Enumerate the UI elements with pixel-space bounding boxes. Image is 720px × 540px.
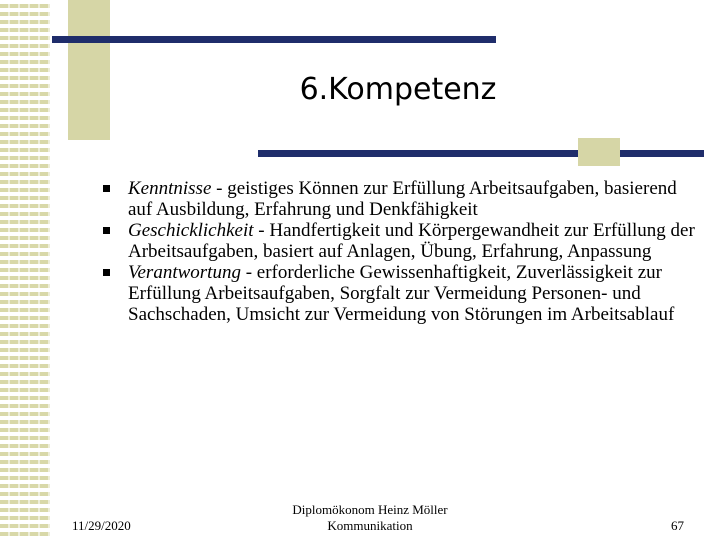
bullet-list <box>110 178 700 325</box>
footer-author-block <box>250 502 490 534</box>
footer-author: Diplomökonom Heinz Möller <box>292 502 448 517</box>
title-rule-top <box>52 36 496 43</box>
list-item <box>110 262 700 325</box>
footer-subject: Kommunikation <box>327 518 413 533</box>
decorative-stripe-strip <box>0 0 50 540</box>
list-item <box>110 178 700 220</box>
bullet-text: - geistiges Können zur Erfüllung Arbeitsaufgaben, basierend auf Ausbildung, Erfahrung und Denkfähigkeit <box>128 178 677 220</box>
list-item <box>110 220 700 262</box>
bullet-term: Kenntnisse <box>128 178 212 199</box>
slide-title: 6.Kompetenz <box>299 72 497 107</box>
page-number: 67 <box>671 518 684 533</box>
square-bullet-icon <box>103 227 110 234</box>
bullet-term: Geschicklichkeit <box>128 220 254 241</box>
decorative-block-right <box>578 138 620 166</box>
square-bullet-icon <box>103 185 110 192</box>
footer-date: 11/29/2020 <box>72 518 131 533</box>
bullet-term: Verantwortung <box>128 262 241 283</box>
decorative-block-top <box>68 0 110 140</box>
bullet-text: - Handfertigkeit und Körpergewandheit zur Erfüllung der Arbeitsaufgaben, basiert auf Anlagen, Übung, Erfahrung, Anpassung <box>128 220 695 262</box>
title-rule-bottom <box>258 150 704 157</box>
bullet-text: - erforderliche Gewissenhaftigkeit, Zuverlässigkeit zur Erfüllung Arbeitsaufgaben, Sorgfalt zur Vermeidung Personen- und Sachschaden, Umsicht zur Vermeidung von Störungen im Arbeitsablauf <box>128 262 675 325</box>
square-bullet-icon <box>103 269 110 276</box>
